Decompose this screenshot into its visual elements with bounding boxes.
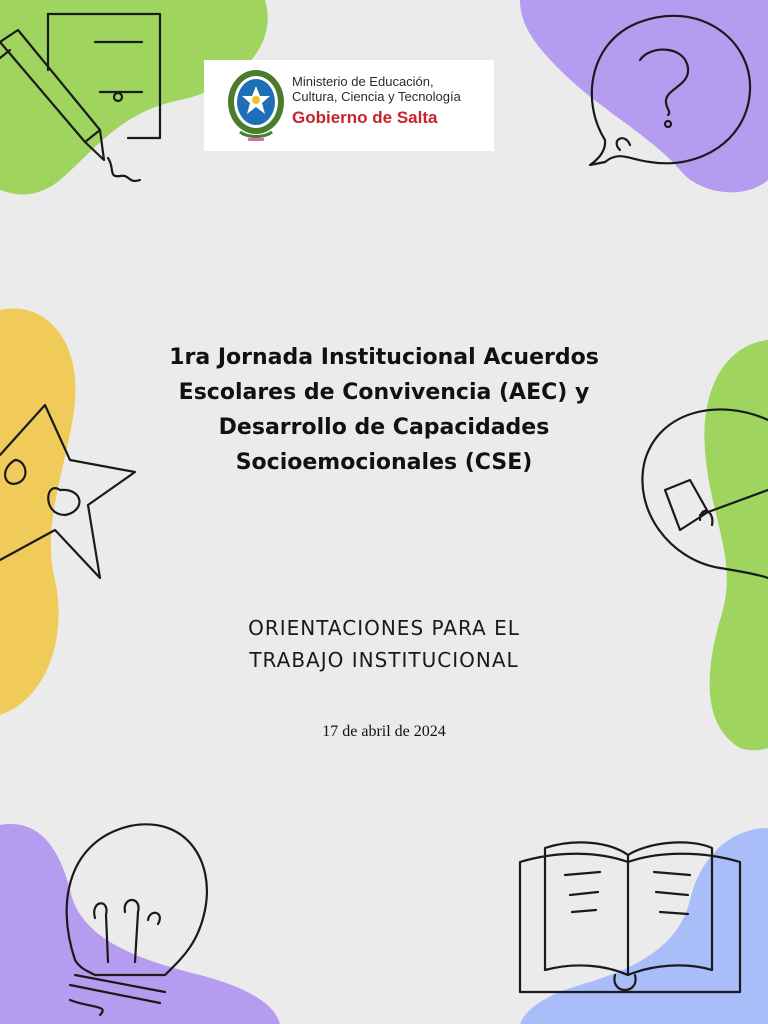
yellow-blob-left <box>0 308 75 715</box>
document-date: 17 de abril de 2024 <box>322 723 446 740</box>
logo-ministry-line-1: Ministerio de Educación, <box>292 74 434 89</box>
title-line-3: Desarrollo de Capacidades <box>218 415 550 440</box>
logo-brand-name: Gobierno de Salta <box>292 108 438 127</box>
salta-seal-icon <box>226 66 290 144</box>
subtitle-line-1: ORIENTACIONES PARA EL <box>248 616 520 640</box>
document-title <box>120 340 648 480</box>
ministry-logo <box>204 60 494 151</box>
purple-blob-top-right <box>520 0 768 192</box>
green-blob-right <box>704 340 768 750</box>
logo-ministry-line-2: Cultura, Ciencia y Tecnología <box>292 89 461 104</box>
purple-blob-bottom-left <box>0 824 280 1024</box>
title-line-4: Socioemocionales (CSE) <box>235 450 533 475</box>
title-line-1: 1ra Jornada Institucional Acuerdos <box>169 345 599 370</box>
document-subtitle <box>150 612 618 676</box>
title-line-2: Escolares de Convivencia (AEC) y <box>178 380 590 405</box>
subtitle-line-2: TRABAJO INSTITUCIONAL <box>249 648 519 672</box>
